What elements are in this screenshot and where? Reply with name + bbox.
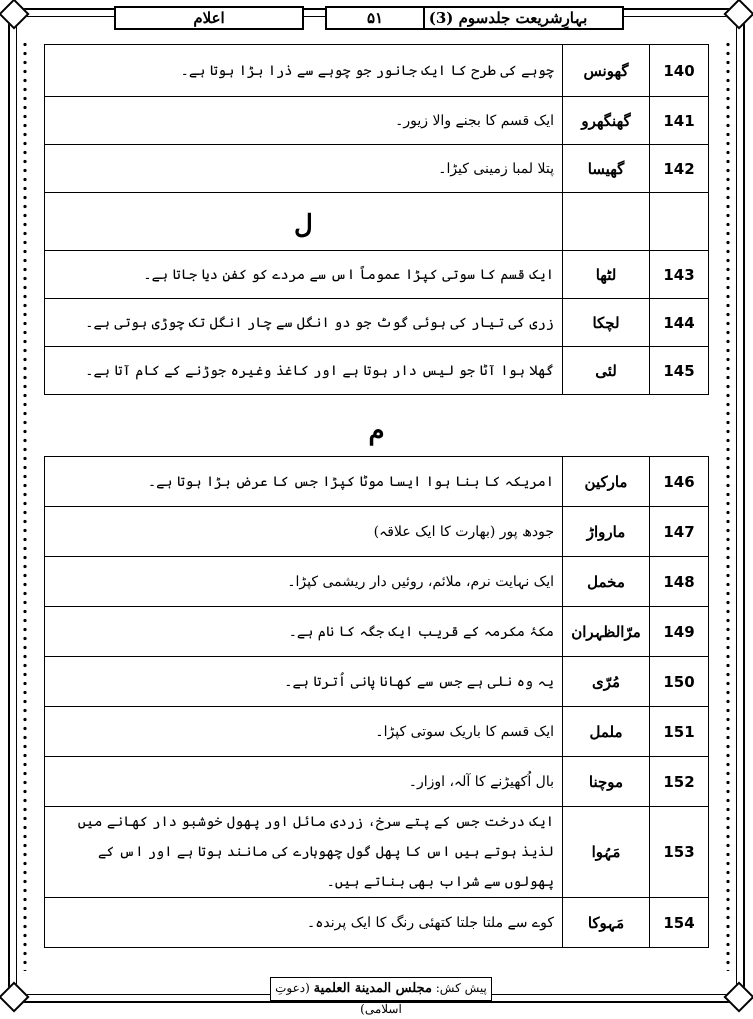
letter-heading-mim: م bbox=[368, 416, 385, 446]
entry-definition: یہ وہ نلی ہے جس سے کھانا پانی اُترتا ہے۔ bbox=[45, 657, 563, 707]
table-row bbox=[45, 97, 709, 145]
entry-definition: ایک قسم کا باریک سوتی کپڑا۔ bbox=[45, 707, 563, 757]
entry-number: 151 bbox=[650, 707, 709, 757]
entry-word: مارکین bbox=[563, 457, 650, 507]
letter-heading-lam: ل bbox=[45, 193, 563, 251]
page-footer bbox=[270, 977, 492, 1016]
entry-number: 153 bbox=[650, 807, 709, 898]
table-row bbox=[45, 45, 709, 97]
entry-number: 142 bbox=[650, 145, 709, 193]
entry-word: مارواڑ bbox=[563, 507, 650, 557]
entry-word: مَہوکا bbox=[563, 898, 650, 948]
entry-number: 154 bbox=[650, 898, 709, 948]
page-number: ۵۱ bbox=[325, 6, 425, 30]
footer-organization: مجلس المدینة العلمیة bbox=[313, 981, 432, 996]
entry-word: موچنا bbox=[563, 757, 650, 807]
letter-heading-row bbox=[45, 193, 709, 251]
entry-word: مرّالظہران bbox=[563, 607, 650, 657]
entry-number: 145 bbox=[650, 347, 709, 395]
entry-word: لچکا bbox=[563, 299, 650, 347]
entry-number bbox=[650, 193, 709, 251]
table-row bbox=[45, 347, 709, 395]
entry-number: 144 bbox=[650, 299, 709, 347]
section-title: اعلام bbox=[114, 6, 304, 30]
table-row bbox=[45, 457, 709, 507]
entry-definition: بال اُکھیڑنے کا آلہ، اوزار۔ bbox=[45, 757, 563, 807]
entry-definition: ایک قسم کا بجنے والا زیور۔ bbox=[45, 97, 563, 145]
table-row bbox=[45, 507, 709, 557]
entry-definition: زری کی تیار کی ہوئی گوٹ جو دو انگل سے چار انگل تک چوڑی ہوتی ہے۔ bbox=[45, 299, 563, 347]
entry-word: لئی bbox=[563, 347, 650, 395]
glossary-table-1 bbox=[44, 44, 709, 395]
table-row bbox=[45, 898, 709, 948]
table-row bbox=[45, 657, 709, 707]
entry-definition: ایک قسم کا سوتی کپڑا عموماً اس سے مردے کو کفن دیا جاتا ہے۔ bbox=[45, 251, 563, 299]
entry-word: لٹھا bbox=[563, 251, 650, 299]
book-title: بہارِشریعت جلدسوم (3) bbox=[392, 6, 624, 30]
table-row bbox=[45, 807, 709, 898]
entry-number: 147 bbox=[650, 507, 709, 557]
entry-word: مُرّی bbox=[563, 657, 650, 707]
entry-word: ململ bbox=[563, 707, 650, 757]
table-row bbox=[45, 299, 709, 347]
entry-definition: چوہے کی طرح کا ایک جانور جو چوہے سے ذرا بڑا ہوتا ہے۔ bbox=[45, 45, 563, 97]
entry-number: 148 bbox=[650, 557, 709, 607]
table-row bbox=[45, 757, 709, 807]
decorative-dots-left bbox=[22, 40, 28, 971]
entry-definition: جودھ پور (بھارت کا ایک علاقہ) bbox=[45, 507, 563, 557]
entry-number: 149 bbox=[650, 607, 709, 657]
entry-word bbox=[563, 193, 650, 251]
entry-word: گھیسا bbox=[563, 145, 650, 193]
entry-word: گھونس bbox=[563, 45, 650, 97]
page-header bbox=[0, 6, 753, 32]
entry-number: 140 bbox=[650, 45, 709, 97]
entry-definition: پتلا لمبا زمینی کیڑا۔ bbox=[45, 145, 563, 193]
entry-definition: ایک نہایت نرم، ملائم، روئیں دار ریشمی کپڑا۔ bbox=[45, 557, 563, 607]
entry-number: 143 bbox=[650, 251, 709, 299]
entry-definition: ایک درخت جس کے پتے سرخ، زردی مائل اور پھول خوشبو دار کھانے میں لذیذ ہوتے ہیں اس کا پھل گول چھوہارے کی مانند ہوتا ہے اور اس کے پھولوں سے شراب بھی بناتے ہیں۔ bbox=[45, 807, 563, 898]
entry-number: 152 bbox=[650, 757, 709, 807]
table-row bbox=[45, 557, 709, 607]
entry-number: 141 bbox=[650, 97, 709, 145]
entry-word: مخمل bbox=[563, 557, 650, 607]
footer-prefix: پیش کش: bbox=[435, 981, 487, 995]
table-row bbox=[45, 251, 709, 299]
glossary-table-2 bbox=[44, 456, 709, 948]
decorative-dots-right bbox=[725, 40, 731, 971]
table-row bbox=[45, 607, 709, 657]
entry-definition: گھلا ہوا آٹا جو لیس دار ہوتا ہے اور کاغذ وغیرہ جوڑنے کے کام آتا ہے۔ bbox=[45, 347, 563, 395]
footer-suffix: (دعوتِ اسلامی) bbox=[275, 981, 402, 1016]
entry-word: مَہُوا bbox=[563, 807, 650, 898]
entry-definition: امریکہ کا بنا ہوا ایسا موٹا کپڑا جس کا عرض بڑا ہوتا ہے۔ bbox=[45, 457, 563, 507]
entry-definition: کوے سے ملتا جلتا کتھئی رنگ کا ایک پرندہ۔ bbox=[45, 898, 563, 948]
entry-number: 146 bbox=[650, 457, 709, 507]
entry-number: 150 bbox=[650, 657, 709, 707]
entry-definition: مکۂ مکرمہ کے قریب ایک جگہ کا نام ہے۔ bbox=[45, 607, 563, 657]
entry-word: گھنگھرو bbox=[563, 97, 650, 145]
table-row bbox=[45, 707, 709, 757]
table-row bbox=[45, 145, 709, 193]
